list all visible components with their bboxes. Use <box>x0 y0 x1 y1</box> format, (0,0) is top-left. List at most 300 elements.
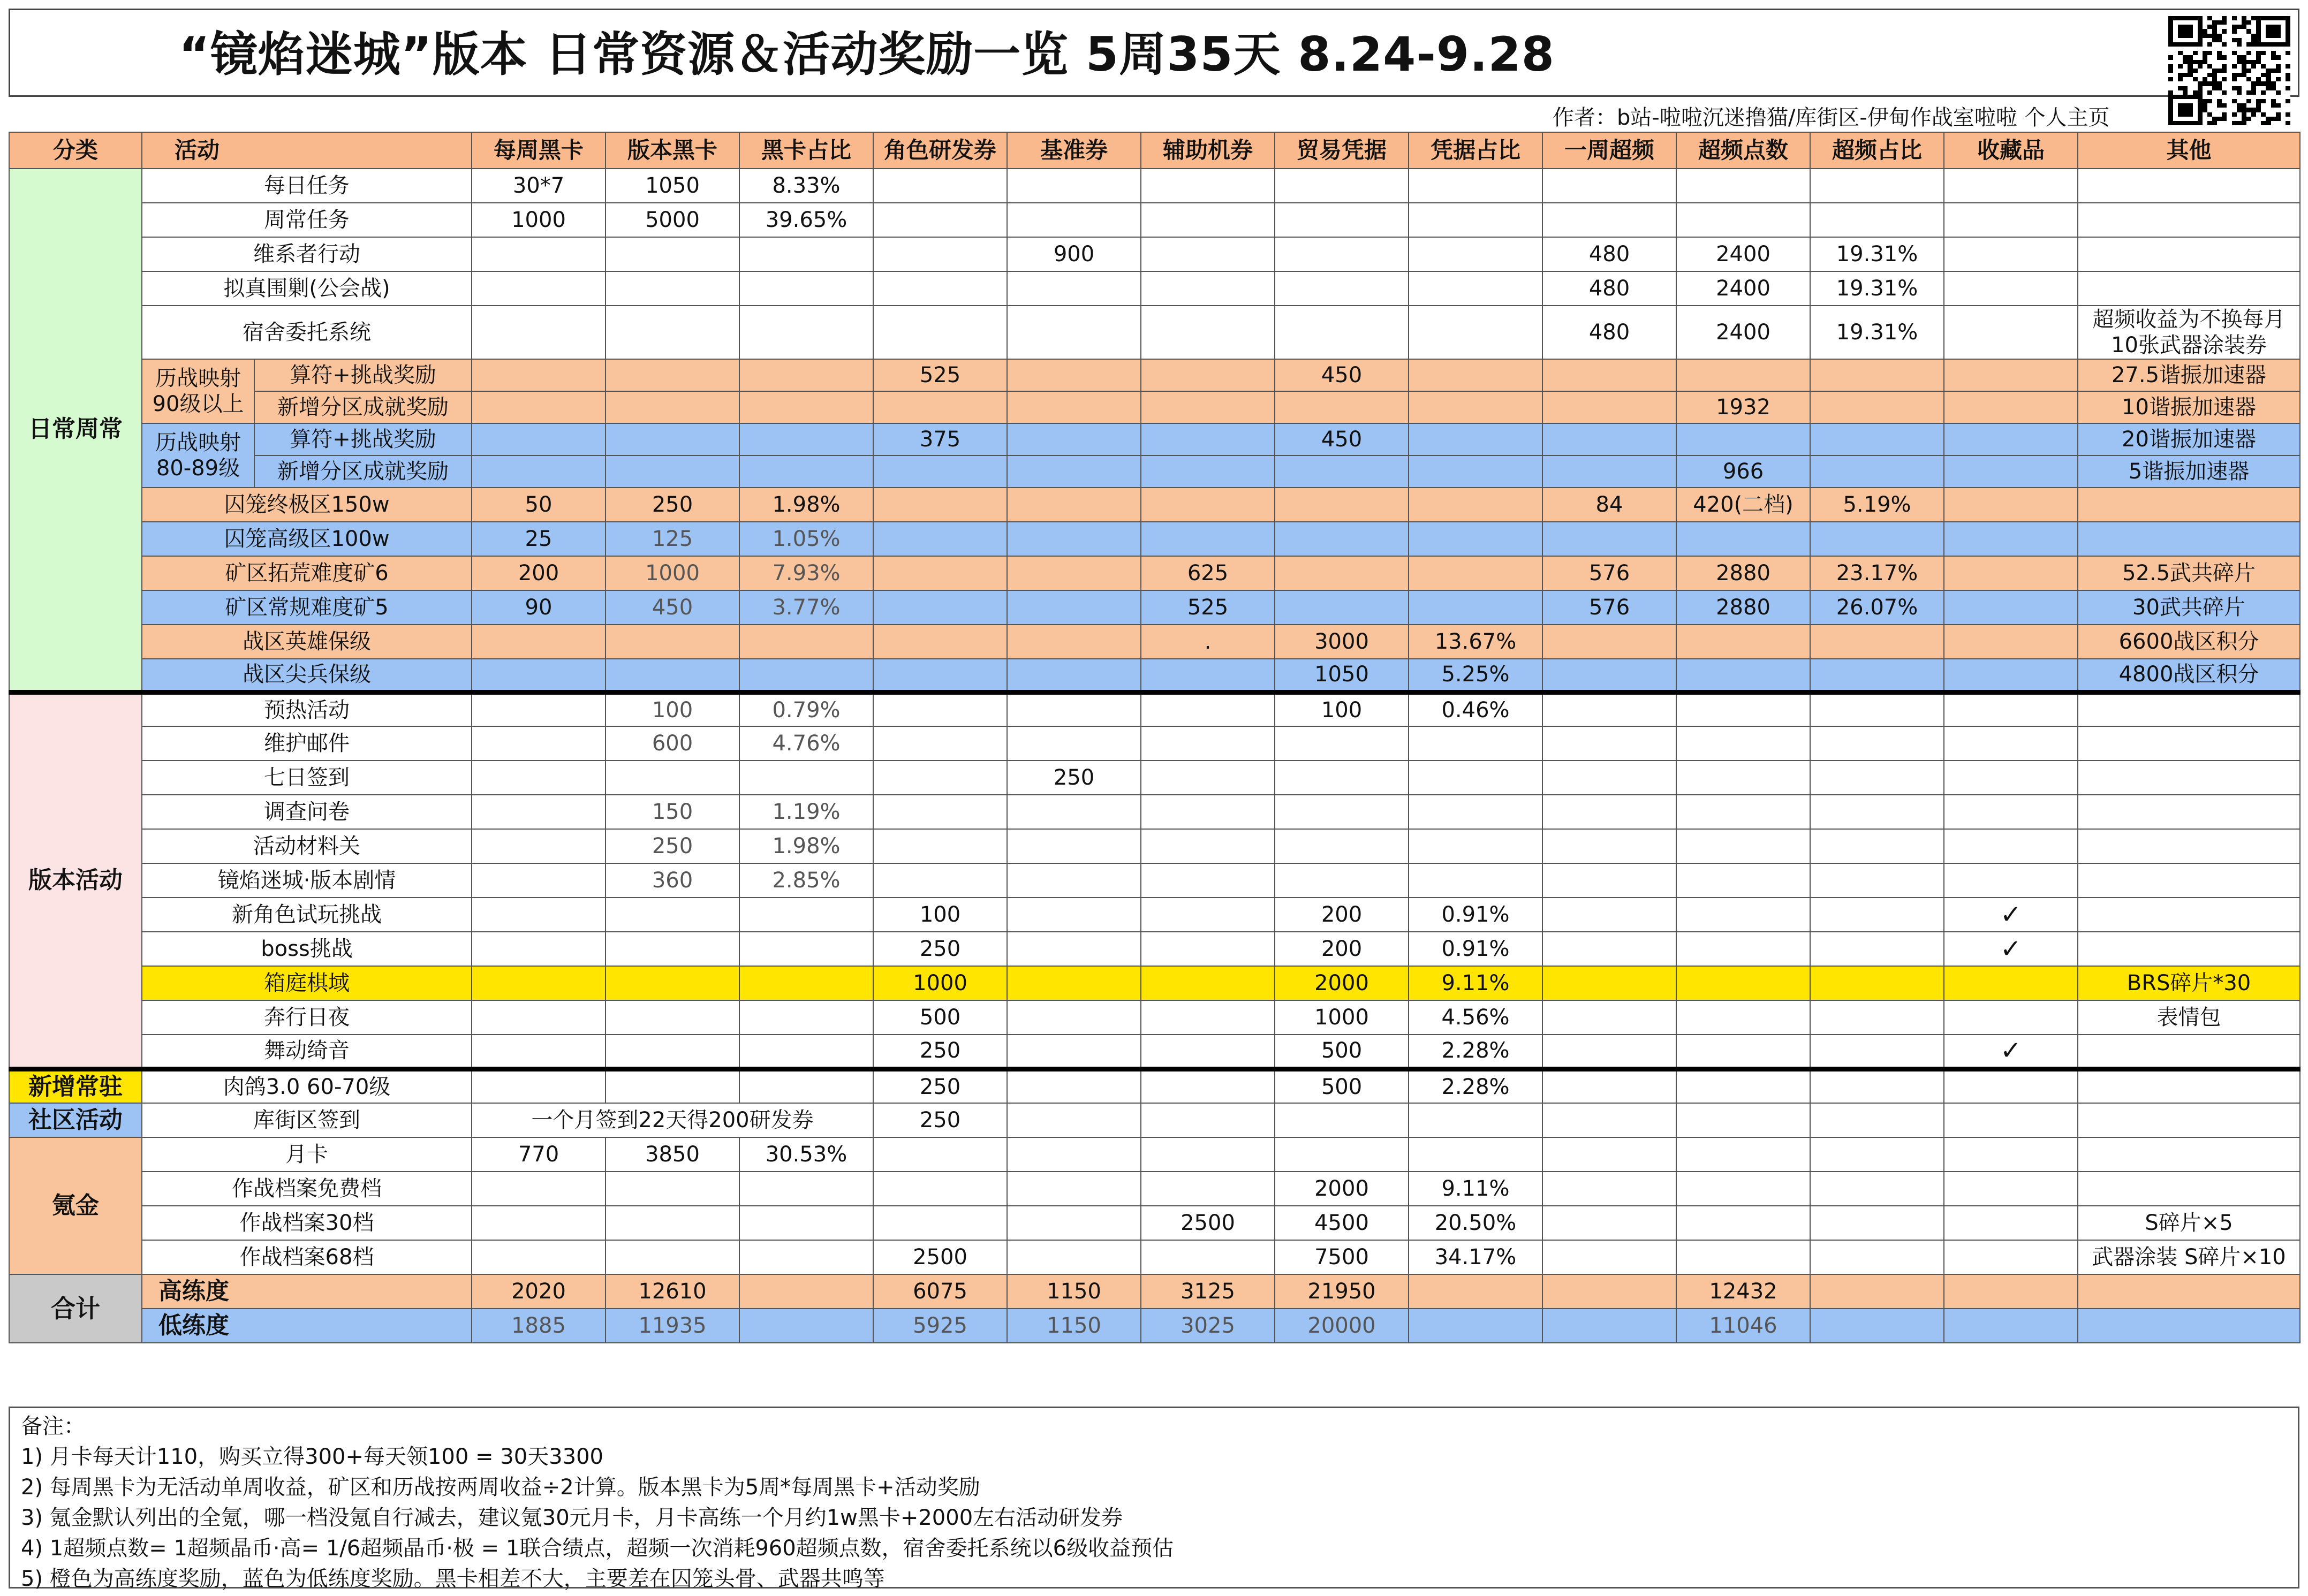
total-cell <box>1409 1309 1542 1343</box>
data-cell: 200 <box>1275 932 1409 966</box>
data-cell <box>472 1172 606 1206</box>
data-cell <box>1676 359 1810 391</box>
data-cell <box>1810 1000 1944 1035</box>
data-cell <box>1944 590 2078 625</box>
data-cell: 480 <box>1542 271 1676 306</box>
data-cell <box>1141 1137 1275 1172</box>
data-cell <box>1275 1137 1409 1172</box>
col-support-ticket: 辅助机券 <box>1141 132 1275 169</box>
data-cell <box>1275 1103 1409 1137</box>
data-cell <box>873 169 1007 203</box>
data-cell <box>606 1000 739 1035</box>
data-cell <box>873 556 1007 590</box>
data-cell: 2500 <box>873 1240 1007 1274</box>
col-weekly-blackcard: 每周黑卡 <box>472 132 606 169</box>
data-cell <box>1676 932 1810 966</box>
data-cell <box>472 306 606 359</box>
activity-name: 战区尖兵保级 <box>142 659 472 692</box>
data-cell <box>873 863 1007 898</box>
data-cell <box>2078 169 2300 203</box>
total-cell <box>1542 1274 1676 1309</box>
checkmark-icon: ✓ <box>1944 1035 2078 1069</box>
data-cell <box>873 203 1007 237</box>
data-cell <box>2078 898 2300 932</box>
activity-name: 调查问卷 <box>142 795 472 829</box>
data-cell <box>1007 863 1141 898</box>
table-row <box>9 966 2300 1000</box>
data-cell <box>1542 1172 1676 1206</box>
data-cell <box>1676 1035 1810 1069</box>
data-cell: 375 <box>873 423 1007 455</box>
data-cell <box>1542 863 1676 898</box>
table-row <box>9 1137 2300 1172</box>
data-cell <box>2078 863 2300 898</box>
data-cell <box>1676 1206 1810 1240</box>
table-row <box>9 761 2300 795</box>
table-row <box>9 1206 2300 1240</box>
data-cell <box>2078 203 2300 237</box>
data-cell: 200 <box>1275 898 1409 932</box>
data-cell: 2400 <box>1676 237 1810 271</box>
data-cell <box>1542 761 1676 795</box>
data-cell <box>1007 556 1141 590</box>
data-cell <box>873 455 1007 488</box>
col-research-ticket: 角色研发券 <box>873 132 1007 169</box>
data-cell <box>1275 863 1409 898</box>
data-cell <box>2078 1103 2300 1137</box>
data-cell <box>1944 726 2078 761</box>
data-cell <box>1542 659 1676 692</box>
data-cell <box>1944 271 2078 306</box>
data-cell <box>1676 692 1810 726</box>
data-cell <box>1141 203 1275 237</box>
note-line: 3) 氪金默认列出的全氪，哪一档没氪自行减去，建议氪30元月卡，月卡高练一个月约1w黑卡+2000左右活动研发券 <box>21 1506 1123 1530</box>
data-cell: 30武共碎片 <box>2078 590 2300 625</box>
data-cell <box>873 522 1007 556</box>
activity-name: 算符+挑战奖励 <box>254 359 472 391</box>
data-cell <box>1810 659 1944 692</box>
data-cell <box>1409 488 1542 522</box>
total-cell: 12610 <box>606 1274 739 1309</box>
data-cell <box>1007 1137 1141 1172</box>
data-cell <box>2078 1069 2300 1103</box>
data-cell <box>1810 203 1944 237</box>
data-cell <box>1676 1103 1810 1137</box>
activity-name: 矿区常规难度矿5 <box>142 590 472 625</box>
data-cell <box>606 1172 739 1206</box>
activity-name: 宿舍委托系统 <box>142 306 472 359</box>
data-cell: 超频收益为不换每月10张武器涂装券 <box>2078 306 2300 359</box>
data-cell <box>2078 1035 2300 1069</box>
data-cell <box>1542 169 1676 203</box>
data-cell <box>739 761 873 795</box>
activity-name: 活动材料关 <box>142 829 472 863</box>
data-cell <box>873 692 1007 726</box>
data-cell <box>739 966 873 1000</box>
data-cell <box>1141 306 1275 359</box>
total-cell: 21950 <box>1275 1274 1409 1309</box>
data-cell <box>1007 169 1141 203</box>
data-cell <box>1944 692 2078 726</box>
data-cell <box>739 237 873 271</box>
data-cell <box>1944 488 2078 522</box>
data-cell <box>2078 692 2300 726</box>
data-cell: 19.31% <box>1810 237 1944 271</box>
data-cell <box>1409 423 1542 455</box>
data-cell <box>739 1240 873 1274</box>
data-cell: 4500 <box>1275 1206 1409 1240</box>
data-cell: 2400 <box>1676 306 1810 359</box>
table-row <box>9 898 2300 932</box>
data-cell <box>1007 898 1141 932</box>
table-row <box>9 932 2300 966</box>
category-paid: 氪金 <box>9 1137 142 1274</box>
data-cell <box>1676 1137 1810 1172</box>
merged-note-cell: 一个月签到22天得200研发券 <box>472 1103 873 1137</box>
data-cell <box>2078 726 2300 761</box>
data-cell: 2.85% <box>739 863 873 898</box>
col-version-blackcard: 版本黑卡 <box>606 132 739 169</box>
data-cell <box>1676 795 1810 829</box>
data-cell <box>1141 1172 1275 1206</box>
activity-name: 周常任务 <box>142 203 472 237</box>
data-cell <box>1409 359 1542 391</box>
activity-name: 矿区拓荒难度矿6 <box>142 556 472 590</box>
data-cell <box>1007 391 1141 423</box>
data-cell: S碎片×5 <box>2078 1206 2300 1240</box>
total-cell <box>1944 1274 2078 1309</box>
data-cell <box>1944 306 2078 359</box>
table-row <box>9 423 2300 455</box>
data-cell <box>1409 522 1542 556</box>
data-cell <box>1542 359 1676 391</box>
data-cell: 39.65% <box>739 203 873 237</box>
data-cell <box>1007 423 1141 455</box>
data-cell: 30.53% <box>739 1137 873 1172</box>
data-cell: 500 <box>1275 1069 1409 1103</box>
col-base-ticket: 基准券 <box>1007 132 1141 169</box>
data-cell <box>1275 726 1409 761</box>
author-credit: 作者：b站-啦啦沉迷撸猫/库街区-伊甸作战室啦啦 个人主页 <box>1553 105 2110 130</box>
data-cell <box>739 659 873 692</box>
data-cell: 4800战区积分 <box>2078 659 2300 692</box>
data-cell: 360 <box>606 863 739 898</box>
data-cell <box>1007 1035 1141 1069</box>
data-cell <box>606 898 739 932</box>
total-cell: 6075 <box>873 1274 1007 1309</box>
data-cell <box>1409 271 1542 306</box>
checkmark-icon: ✓ <box>1944 932 2078 966</box>
data-cell <box>1275 169 1409 203</box>
data-cell <box>606 761 739 795</box>
data-cell <box>873 625 1007 659</box>
data-cell: 576 <box>1542 556 1676 590</box>
data-cell <box>1409 863 1542 898</box>
data-cell <box>1944 625 2078 659</box>
activity-name: 月卡 <box>142 1137 472 1172</box>
data-cell <box>606 359 739 391</box>
data-cell: 500 <box>1275 1035 1409 1069</box>
activity-name: 维护邮件 <box>142 726 472 761</box>
data-cell <box>739 898 873 932</box>
data-cell <box>873 391 1007 423</box>
activity-name: 新增分区成就奖励 <box>254 455 472 488</box>
data-cell: 52.5武共碎片 <box>2078 556 2300 590</box>
data-cell <box>1810 625 1944 659</box>
data-cell <box>606 237 739 271</box>
note-line: 5) 橙色为高练度奖励，蓝色为低练度奖励。黑卡相差不大，主要差在囚笼头骨、武器共鸣等 <box>21 1567 885 1591</box>
data-cell <box>1810 692 1944 726</box>
data-cell <box>1275 455 1409 488</box>
data-cell <box>1409 391 1542 423</box>
data-cell: 500 <box>873 1000 1007 1035</box>
data-cell <box>739 359 873 391</box>
data-cell <box>1542 829 1676 863</box>
data-cell <box>739 423 873 455</box>
data-cell <box>1944 455 2078 488</box>
activity-name: boss挑战 <box>142 932 472 966</box>
data-cell <box>606 306 739 359</box>
data-cell: 1.98% <box>739 488 873 522</box>
table-row <box>9 169 2300 203</box>
data-cell <box>1810 829 1944 863</box>
data-cell: 1050 <box>1275 659 1409 692</box>
data-cell: 250 <box>606 829 739 863</box>
data-cell <box>2078 795 2300 829</box>
data-cell <box>1944 1240 2078 1274</box>
activity-name: 作战档案30档 <box>142 1206 472 1240</box>
note-line: 2) 每周黑卡为无活动单周收益，矿区和历战按两周收益÷2计算。版本黑卡为5周*每周黑卡+活动奖励 <box>21 1475 980 1500</box>
col-voucher-ratio: 凭据占比 <box>1409 132 1542 169</box>
data-cell <box>606 391 739 423</box>
table-row <box>9 455 2300 488</box>
total-cell: 1150 <box>1007 1309 1141 1343</box>
data-cell <box>1944 169 2078 203</box>
data-cell <box>1944 1137 2078 1172</box>
data-cell <box>1944 1069 2078 1103</box>
data-cell: 23.17% <box>1810 556 1944 590</box>
data-cell <box>1275 522 1409 556</box>
data-cell: 25 <box>472 522 606 556</box>
data-cell: 966 <box>1676 455 1810 488</box>
data-cell <box>606 1069 739 1103</box>
data-cell <box>873 659 1007 692</box>
data-cell <box>1542 898 1676 932</box>
activity-name: 囚笼高级区100w <box>142 522 472 556</box>
data-cell <box>606 455 739 488</box>
data-cell <box>1141 863 1275 898</box>
activity-name: 预热活动 <box>142 692 472 726</box>
activity-name: 镜焰迷城·版本剧情 <box>142 863 472 898</box>
data-cell: 450 <box>1275 423 1409 455</box>
data-cell: 150 <box>606 795 739 829</box>
total-cell: 3125 <box>1141 1274 1275 1309</box>
data-cell <box>1275 488 1409 522</box>
data-cell <box>472 726 606 761</box>
data-cell: 3850 <box>606 1137 739 1172</box>
data-cell <box>1007 522 1141 556</box>
data-cell <box>1676 898 1810 932</box>
data-cell <box>1676 169 1810 203</box>
table-row <box>9 863 2300 898</box>
data-cell <box>472 391 606 423</box>
data-cell <box>606 1035 739 1069</box>
table-row <box>9 203 2300 237</box>
data-cell: 19.31% <box>1810 306 1944 359</box>
data-cell: 表情包 <box>2078 1000 2300 1035</box>
table-row <box>9 726 2300 761</box>
data-cell <box>1007 1103 1141 1137</box>
data-cell <box>1409 829 1542 863</box>
table-row <box>9 237 2300 271</box>
activity-name: 囚笼终极区150w <box>142 488 472 522</box>
data-cell: 7500 <box>1275 1240 1409 1274</box>
data-cell <box>1810 1172 1944 1206</box>
data-cell <box>1141 966 1275 1000</box>
data-cell <box>1542 1240 1676 1274</box>
data-cell: 250 <box>873 1103 1007 1137</box>
data-cell <box>1810 455 1944 488</box>
total-cell: 11935 <box>606 1309 739 1343</box>
notes-box <box>9 1407 2299 1589</box>
group-li90: 历战映射90级以上 <box>142 359 254 423</box>
total-cell <box>2078 1309 2300 1343</box>
data-cell <box>1007 726 1141 761</box>
col-overclock-points: 超频点数 <box>1676 132 1810 169</box>
data-cell <box>1676 726 1810 761</box>
data-cell <box>1141 359 1275 391</box>
data-cell <box>1141 1069 1275 1103</box>
data-cell <box>1944 359 2078 391</box>
data-cell <box>1409 306 1542 359</box>
total-cell: 20000 <box>1275 1309 1409 1343</box>
data-cell <box>1944 1206 2078 1240</box>
data-cell <box>1944 829 2078 863</box>
data-cell: 10谐振加速器 <box>2078 391 2300 423</box>
data-cell: 1000 <box>472 203 606 237</box>
data-cell <box>1810 1137 1944 1172</box>
data-cell: 900 <box>1007 237 1141 271</box>
data-cell <box>606 966 739 1000</box>
data-cell: 1000 <box>1275 1000 1409 1035</box>
data-cell: 9.11% <box>1409 1172 1542 1206</box>
data-cell <box>472 1000 606 1035</box>
data-cell <box>1141 761 1275 795</box>
total-cell: 5925 <box>873 1309 1007 1343</box>
data-cell <box>1007 271 1141 306</box>
data-cell <box>1141 488 1275 522</box>
data-cell: 2000 <box>1275 966 1409 1000</box>
data-cell <box>873 761 1007 795</box>
data-cell <box>1141 1103 1275 1137</box>
data-cell: 9.11% <box>1409 966 1542 1000</box>
data-cell <box>1542 455 1676 488</box>
data-cell <box>606 1206 739 1240</box>
data-cell: 576 <box>1542 590 1676 625</box>
data-cell <box>1409 556 1542 590</box>
data-cell <box>1141 1035 1275 1069</box>
data-cell <box>873 795 1007 829</box>
data-cell <box>1409 590 1542 625</box>
data-cell: 1932 <box>1676 391 1810 423</box>
data-cell <box>1676 966 1810 1000</box>
data-cell <box>1944 1103 2078 1137</box>
data-cell <box>472 966 606 1000</box>
data-cell <box>1810 1103 1944 1137</box>
data-cell <box>472 795 606 829</box>
category-community: 社区活动 <box>9 1103 142 1137</box>
data-cell <box>1542 1035 1676 1069</box>
data-cell <box>1542 1137 1676 1172</box>
data-cell <box>1409 1103 1542 1137</box>
data-cell: 0.79% <box>739 692 873 726</box>
data-cell <box>1275 271 1409 306</box>
data-cell <box>1141 391 1275 423</box>
data-cell <box>1275 829 1409 863</box>
data-cell <box>2078 488 2300 522</box>
data-cell <box>1542 1206 1676 1240</box>
activity-name: 肉鸽3.0 60-70级 <box>142 1069 472 1103</box>
data-cell <box>1542 423 1676 455</box>
data-cell <box>1810 932 1944 966</box>
category-total: 合计 <box>9 1274 142 1343</box>
data-cell: 50 <box>472 488 606 522</box>
data-cell <box>1810 898 1944 932</box>
data-cell <box>1409 761 1542 795</box>
data-cell <box>1275 203 1409 237</box>
data-cell: 6600战区积分 <box>2078 625 2300 659</box>
data-cell: 250 <box>1007 761 1141 795</box>
data-cell <box>739 625 873 659</box>
data-cell <box>1676 829 1810 863</box>
data-cell <box>1676 625 1810 659</box>
table-row <box>9 359 2300 391</box>
data-cell <box>1409 169 1542 203</box>
activity-name: 舞动绮音 <box>142 1035 472 1069</box>
data-cell: 100 <box>606 692 739 726</box>
data-cell: 34.17% <box>1409 1240 1542 1274</box>
data-cell <box>472 761 606 795</box>
data-cell <box>1810 726 1944 761</box>
data-cell <box>606 659 739 692</box>
data-cell <box>1141 1000 1275 1035</box>
table-row <box>9 391 2300 423</box>
data-cell <box>1007 1206 1141 1240</box>
data-cell <box>1810 863 1944 898</box>
data-cell <box>1944 522 2078 556</box>
total-cell <box>2078 1274 2300 1309</box>
data-cell: 4.56% <box>1409 1000 1542 1035</box>
data-cell: 13.67% <box>1409 625 1542 659</box>
data-cell <box>1007 455 1141 488</box>
data-cell <box>1141 898 1275 932</box>
data-cell <box>873 829 1007 863</box>
table-row <box>9 625 2300 659</box>
total-cell <box>1810 1309 1944 1343</box>
data-cell <box>472 692 606 726</box>
data-cell: 770 <box>472 1137 606 1172</box>
total-cell: 1885 <box>472 1309 606 1343</box>
data-cell: 2.28% <box>1409 1035 1542 1069</box>
data-cell <box>1409 795 1542 829</box>
data-cell: 3.77% <box>739 590 873 625</box>
total-label: 高练度 <box>142 1274 472 1309</box>
data-cell <box>472 625 606 659</box>
data-cell <box>1007 359 1141 391</box>
data-cell <box>1141 932 1275 966</box>
data-cell <box>739 1035 873 1069</box>
data-cell: 2880 <box>1676 556 1810 590</box>
